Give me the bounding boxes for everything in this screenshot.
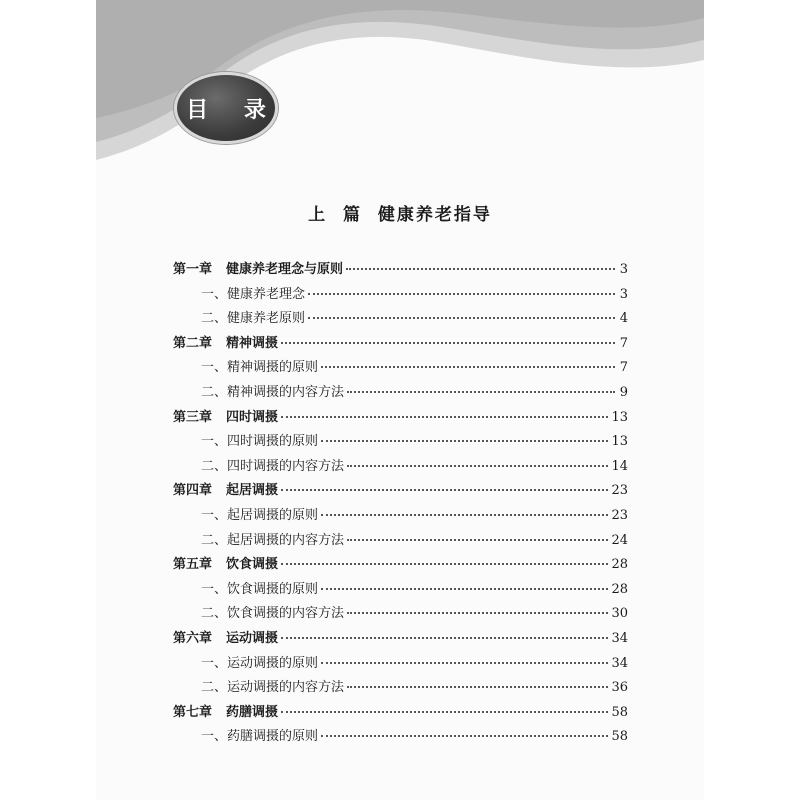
page-number: 28 — [611, 557, 628, 573]
dot-leader — [321, 588, 608, 590]
dot-leader — [308, 317, 615, 319]
part-title: 上 篇 健康养老指导 — [308, 205, 492, 225]
page-number: 14 — [611, 458, 628, 474]
dot-leader — [347, 686, 608, 688]
page-number: 3 — [619, 262, 628, 277]
section-title: 二、精神调摄的内容方法 — [201, 384, 345, 400]
toc-section-row[interactable] — [173, 725, 628, 750]
section-title: 一、运动调摄的原则 — [201, 655, 319, 671]
toc-section-row[interactable] — [173, 652, 628, 677]
toc-chapter-row[interactable] — [173, 627, 628, 652]
header-wave-decoration — [96, 0, 704, 160]
toc-chapter-row[interactable] — [173, 553, 628, 578]
section-title: 一、健康养老理念 — [201, 286, 306, 302]
dot-leader — [346, 268, 615, 270]
section-title: 二、健康养老原则 — [201, 311, 306, 327]
page-number: 34 — [611, 630, 628, 646]
dot-leader — [347, 539, 608, 541]
page-number: 23 — [611, 507, 628, 523]
dot-leader — [281, 563, 608, 565]
toc-section-row[interactable] — [173, 356, 628, 381]
toc-chapter-row[interactable] — [173, 479, 628, 504]
toc-chapter-row[interactable] — [173, 258, 628, 283]
dot-leader — [321, 514, 608, 516]
dot-leader — [321, 440, 608, 442]
dot-leader — [347, 465, 608, 467]
toc-chapter-row[interactable] — [173, 701, 628, 726]
chapter-number: 第二章 — [173, 335, 213, 351]
chapter-number: 第四章 — [173, 483, 213, 499]
chapter-title: 四时调摄 — [226, 409, 279, 425]
section-title: 一、药膳调摄的原则 — [201, 729, 319, 745]
toc-section-row[interactable] — [173, 602, 628, 627]
chapter-title: 精神调摄 — [226, 335, 279, 351]
chapter-title: 起居调摄 — [226, 483, 279, 499]
page-number: 4 — [619, 311, 628, 327]
page-number: 13 — [611, 409, 628, 425]
toc-section-row[interactable] — [173, 430, 628, 455]
section-title: 二、四时调摄的内容方法 — [201, 458, 345, 474]
toc-chapter-row[interactable] — [173, 406, 628, 431]
dot-leader — [308, 293, 615, 295]
page-number: 9 — [619, 384, 628, 400]
toc-section-row[interactable] — [173, 504, 628, 529]
toc-chapter-row[interactable] — [173, 332, 628, 357]
chapter-title: 运动调摄 — [226, 630, 279, 646]
dot-leader — [281, 489, 608, 491]
page-number: 58 — [611, 729, 628, 745]
page-number: 28 — [611, 581, 628, 597]
toc-section-row[interactable] — [173, 676, 628, 701]
toc-section-row[interactable] — [173, 455, 628, 480]
chapter-number: 第五章 — [173, 557, 213, 573]
dot-leader — [281, 637, 608, 639]
dot-leader — [281, 416, 608, 418]
page-number: 58 — [611, 704, 628, 720]
section-title: 一、精神调摄的原则 — [201, 360, 319, 376]
page-number: 36 — [611, 680, 628, 696]
dot-leader — [347, 391, 615, 393]
chapter-title: 健康养老理念与原则 — [226, 262, 344, 277]
page-number: 13 — [611, 434, 628, 450]
section-title: 二、起居调摄的内容方法 — [201, 532, 345, 548]
section-title: 二、运动调摄的内容方法 — [201, 680, 345, 696]
dot-leader — [321, 366, 615, 368]
chapter-number: 第六章 — [173, 630, 213, 646]
section-title: 一、四时调摄的原则 — [201, 434, 319, 450]
chapter-number: 第一章 — [173, 262, 213, 277]
toc-section-row[interactable] — [173, 529, 628, 554]
page-number: 3 — [619, 286, 628, 302]
toc-heading: 目 录 — [186, 97, 280, 123]
section-title: 二、饮食调摄的内容方法 — [201, 606, 345, 622]
dot-leader — [281, 711, 608, 713]
section-title: 一、起居调摄的原则 — [201, 507, 319, 523]
section-title: 一、饮食调摄的原则 — [201, 581, 319, 597]
dot-leader — [281, 342, 615, 344]
page-number: 23 — [611, 483, 628, 499]
chapter-title: 药膳调摄 — [226, 704, 279, 720]
page-number: 7 — [619, 335, 628, 351]
toc-section-row[interactable] — [173, 283, 628, 308]
table-of-contents — [173, 258, 628, 750]
page-number: 30 — [611, 606, 628, 622]
chapter-title: 饮食调摄 — [226, 557, 279, 573]
chapter-number: 第七章 — [173, 704, 213, 720]
toc-section-row[interactable] — [173, 381, 628, 406]
chapter-number: 第三章 — [173, 409, 213, 425]
page-number: 24 — [611, 532, 628, 548]
toc-heading-badge — [174, 72, 278, 144]
toc-section-row[interactable] — [173, 578, 628, 603]
page-number: 7 — [619, 360, 628, 376]
dot-leader — [347, 612, 608, 614]
dot-leader — [321, 662, 608, 664]
dot-leader — [321, 735, 608, 737]
toc-section-row[interactable] — [173, 307, 628, 332]
page-number: 34 — [611, 655, 628, 671]
